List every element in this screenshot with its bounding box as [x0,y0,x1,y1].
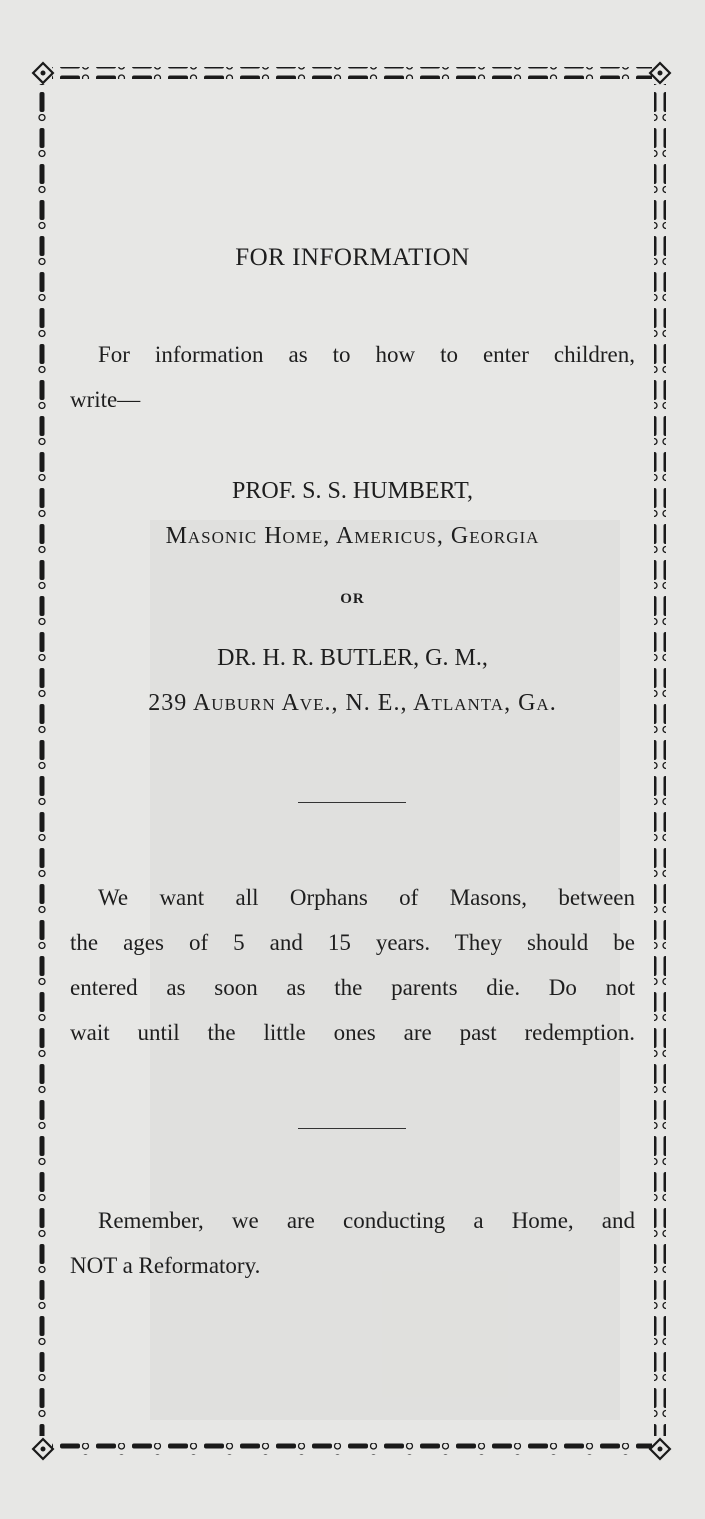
divider-rule [298,1128,406,1129]
contact1-name: PROF. S. S. HUMBERT, [232,478,473,504]
intro-line-1: For information as to how to enter children, [98,342,635,367]
remember-paragraph [70,1198,635,1288]
contact2-name: DR. H. R. BUTLER, G. M., [217,645,488,671]
orphans-line: entered as soon as the parents die. Do not [70,975,635,1000]
contact2-address: 239 Auburn Ave., N. E., Atlanta, Ga. [148,690,557,716]
notice-heading: FOR INFORMATION [235,244,470,271]
remember-line: NOT a Reformatory. [70,1253,261,1278]
contact1-address: Masonic Home, Americus, Georgia [165,523,540,549]
orphans-line: We want all Orphans of Masons, between [98,885,635,910]
orphans-line: the ages of 5 and 15 years. They should be [70,930,635,955]
divider-rule [298,802,406,803]
or-separator: OR [340,591,365,607]
orphans-line: wait until the little ones are past redemption. [70,1020,635,1045]
intro-line-2: write— [70,387,141,412]
remember-line: Remember, we are conducting a Home, and [98,1208,635,1233]
orphans-paragraph [70,875,635,1055]
intro-paragraph [70,332,635,422]
